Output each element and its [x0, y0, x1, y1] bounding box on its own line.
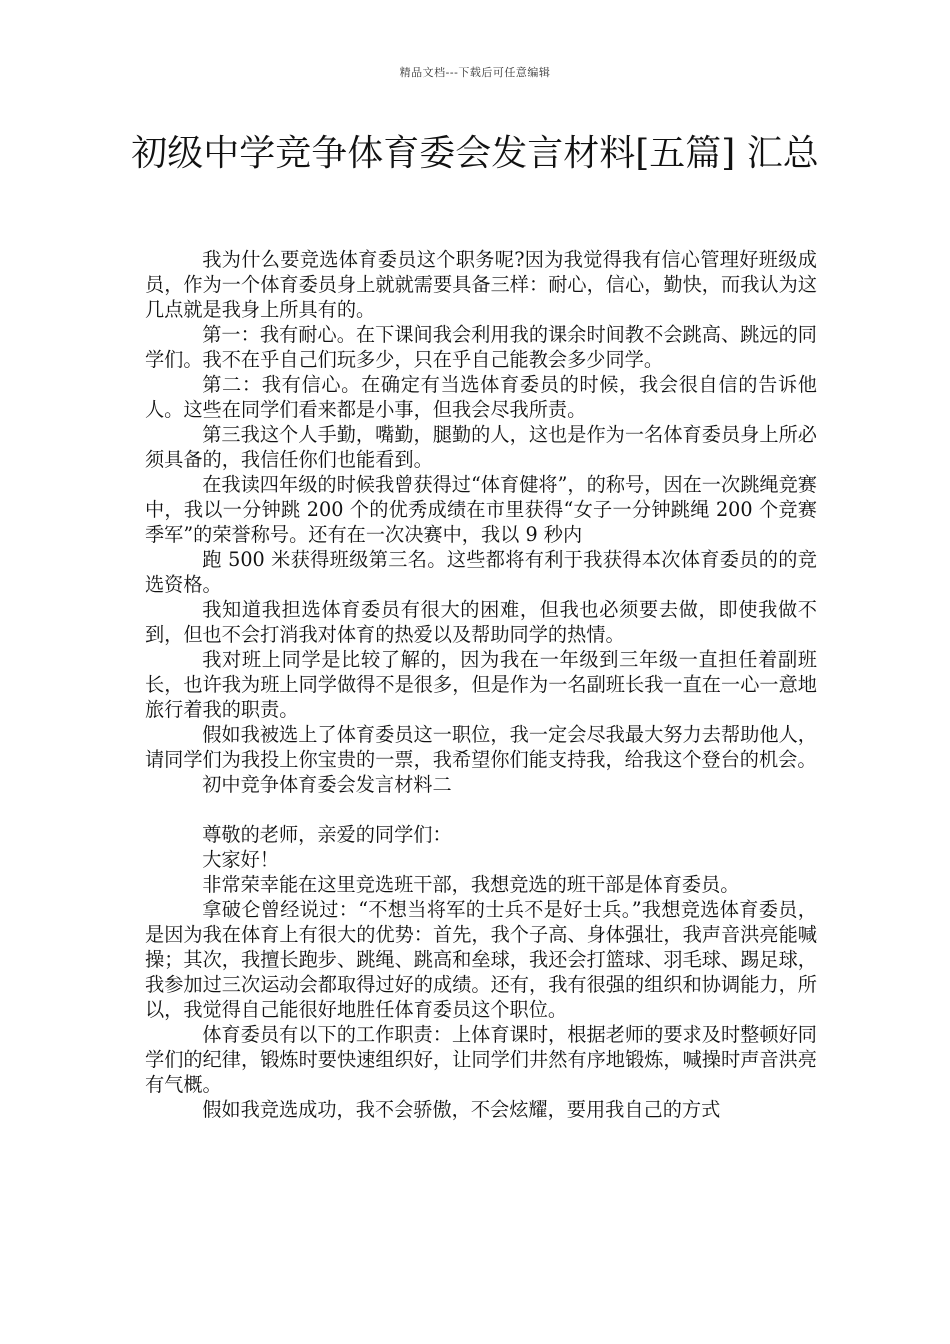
blank-line — [145, 797, 817, 822]
paragraph: 假如我竞选成功，我不会骄傲，不会炫耀，要用我自己的方式 — [202, 1098, 721, 1121]
paragraph: 我对班上同学是比较了解的，因为我在一年级到三年级一直担任着副班长，也许我为班上同学做得不是很多，但是作为一名副班长我一直在一心一意地旅行着我的职责。 — [145, 648, 817, 721]
greeting: 大家好！ — [202, 848, 279, 871]
greeting: 尊敬的老师，亲爱的同学们： — [202, 823, 452, 846]
paragraph: 第二：我有信心。在确定有当选体育委员的时候，我会很自信的告诉他人。这些在同学们看来都是小事，但我会尽我所责。 — [145, 373, 817, 421]
paragraph: 第一：我有耐心。在下课间我会利用我的课余时间教不会跳高、跳远的同学们。我不在乎自己们玩多少，只在乎自己能教会多少同学。 — [145, 323, 817, 371]
paragraph: 第三我这个人手勤，嘴勤，腿勤的人，这也是作为一名体育委员身上所必须具备的，我信任你们也能看到。 — [145, 423, 817, 471]
paragraph: 在我读四年级的时候我曾获得过“体育健将”，的称号，因在一次跳绳竞赛中，我以一分钟跳 200 个的优秀成绩在市里获得“女子一分钟跳绳 200 个竞赛季军”的荣誉称号。还有在一次决赛中，我以 9 秒内 — [145, 473, 817, 546]
paragraph: 拿破仑曾经说过：“不想当将军的士兵不是好士兵。”我想竞选体育委员，是因为我在体育上有很大的优势：首先，我个子高、身体强壮，我声音洪亮能喊操；其次，我擅长跑步、跳绳、跳高和垒球，我还会打篮球、羽毛球、踢足球，我参加过三次运动会都取得过好的成绩。还有，我有很强的组织和协调能力，所以，我觉得自己能很好地胜任体育委员这个职位。 — [145, 898, 817, 1021]
paragraph: 我为什么要竞选体育委员这个职务呢?因为我觉得我有信心管理好班级成员，作为一个体育委员身上就就需要具备三样：耐心，信心，勤快，而我认为这几点就是我身上所具有的。 — [145, 248, 817, 321]
paragraph: 假如我被选上了体育委员这一职位，我一定会尽我最大努力去帮助他人，请同学们为我投上你宝贵的一票，我希望你们能支持我，给我这个登台的机会。 — [145, 723, 817, 771]
section-heading: 初中竞争体育委会发言材料二 — [202, 773, 452, 796]
document-title: 初级中学竞争体育委会发言材料[五篇] 汇总 — [131, 133, 819, 174]
paragraph: 体育委员有以下的工作职责：上体育课时，根据老师的要求及时整顿好同学们的纪律，锻炼时要快速组织好，让同学们井然有序地锻炼，喊操时声音洪亮有气概。 — [145, 1023, 817, 1096]
paragraph: 非常荣幸能在这里竞选班干部，我想竞选的班干部是体育委员。 — [202, 873, 740, 896]
paragraph: 我知道我担选体育委员有很大的困难，但我也必须要去做，即使我做不到，但也不会打消我对体育的热爱以及帮助同学的热情。 — [145, 598, 817, 646]
paragraph: 跑 500 米获得班级第三名。这些都将有利于我获得本次体育委员的的竞选资格。 — [145, 548, 817, 596]
document-body — [145, 247, 817, 1122]
page-header: 精品文档---下载后可任意编辑 — [399, 66, 551, 79]
